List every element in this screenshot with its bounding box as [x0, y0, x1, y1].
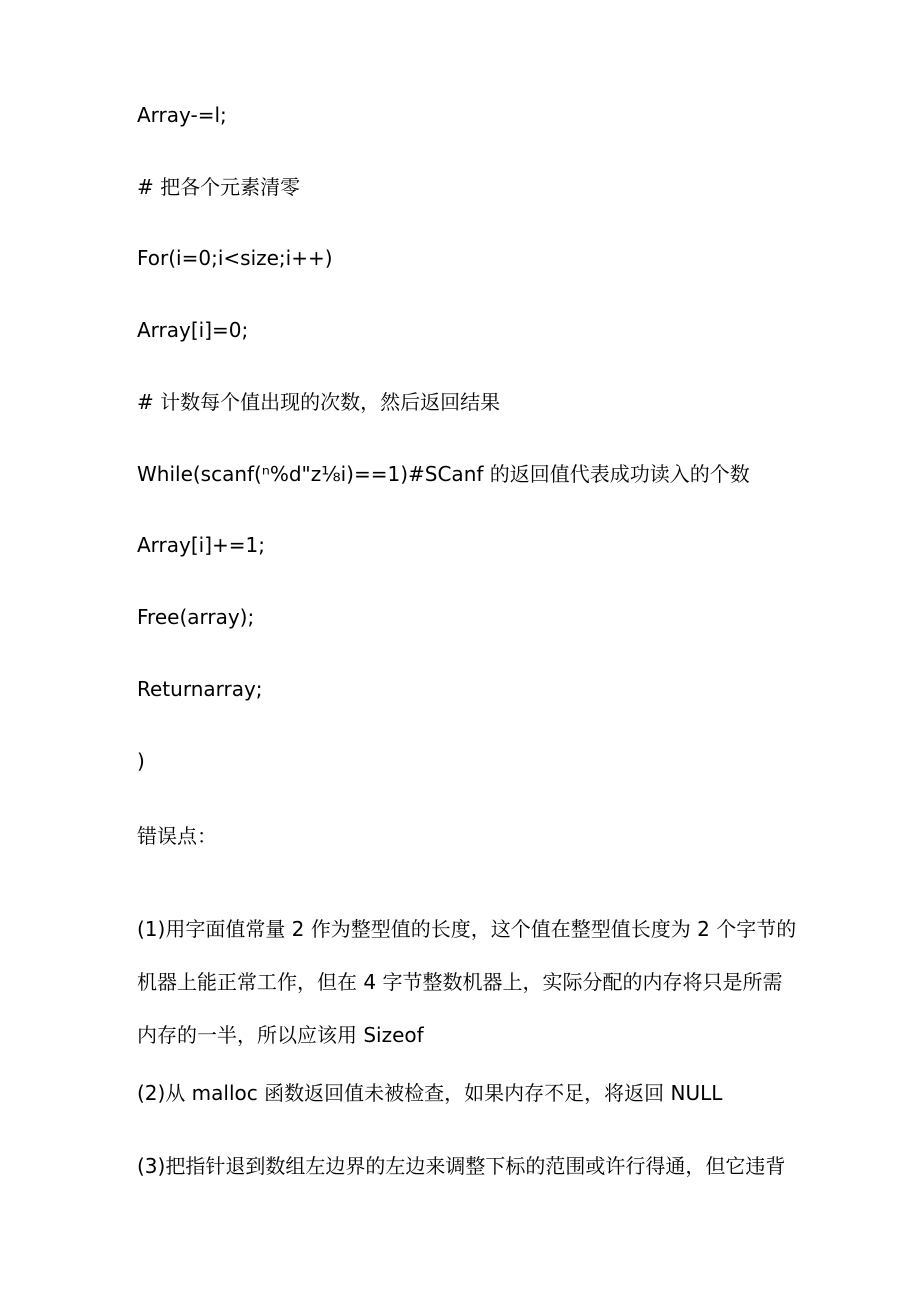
error-point-2-row-1: (2)从 malloc 函数返回值未被检查，如果内存不足，将返回 NULL — [137, 1081, 723, 1105]
error-point-1-row-2: 机器上能正常工作，但在 4 字节整数机器上，实际分配的内存将只是所需 — [137, 970, 783, 994]
error-point-1-row-1: (1)用字面值常量 2 作为整型值的长度，这个值在整型值长度为 2 个字节的 — [137, 917, 797, 941]
comment-clear-elements: # 把各个元素清零 — [137, 175, 301, 199]
code-line-return: Returnarray; — [137, 677, 263, 701]
error-point-2 — [137, 1079, 787, 1107]
error-point-1-row-3: 内存的一半，所以应该用 Sizeof — [137, 1023, 424, 1047]
code-line-array-increment: Array[i]+=1; — [137, 533, 266, 557]
errors-heading: 错误点： — [137, 824, 217, 848]
code-line-array-zero: Array[i]=0; — [137, 318, 249, 342]
code-line-free: Free(array); — [137, 605, 255, 629]
error-point-3 — [137, 1152, 787, 1180]
error-point-3-row-1: (3)把指针退到数组左边界的左边来调整下标的范围或许行得通，但它违背 — [137, 1154, 786, 1178]
code-line-closing-paren: ) — [137, 749, 145, 773]
comment-count-values: # 计数每个值出现的次数，然后返回结果 — [137, 390, 501, 414]
code-line-while-scanf: While(scanf(ⁿ%d"z⅛i)==1)#SCanf 的返回值代表成功读入的个数 — [137, 462, 750, 486]
code-line-array-decrement: Array-=l; — [137, 103, 227, 127]
code-line-for-loop: For(i=0;i<size;i++) — [137, 246, 333, 270]
error-point-1 — [137, 915, 797, 1049]
